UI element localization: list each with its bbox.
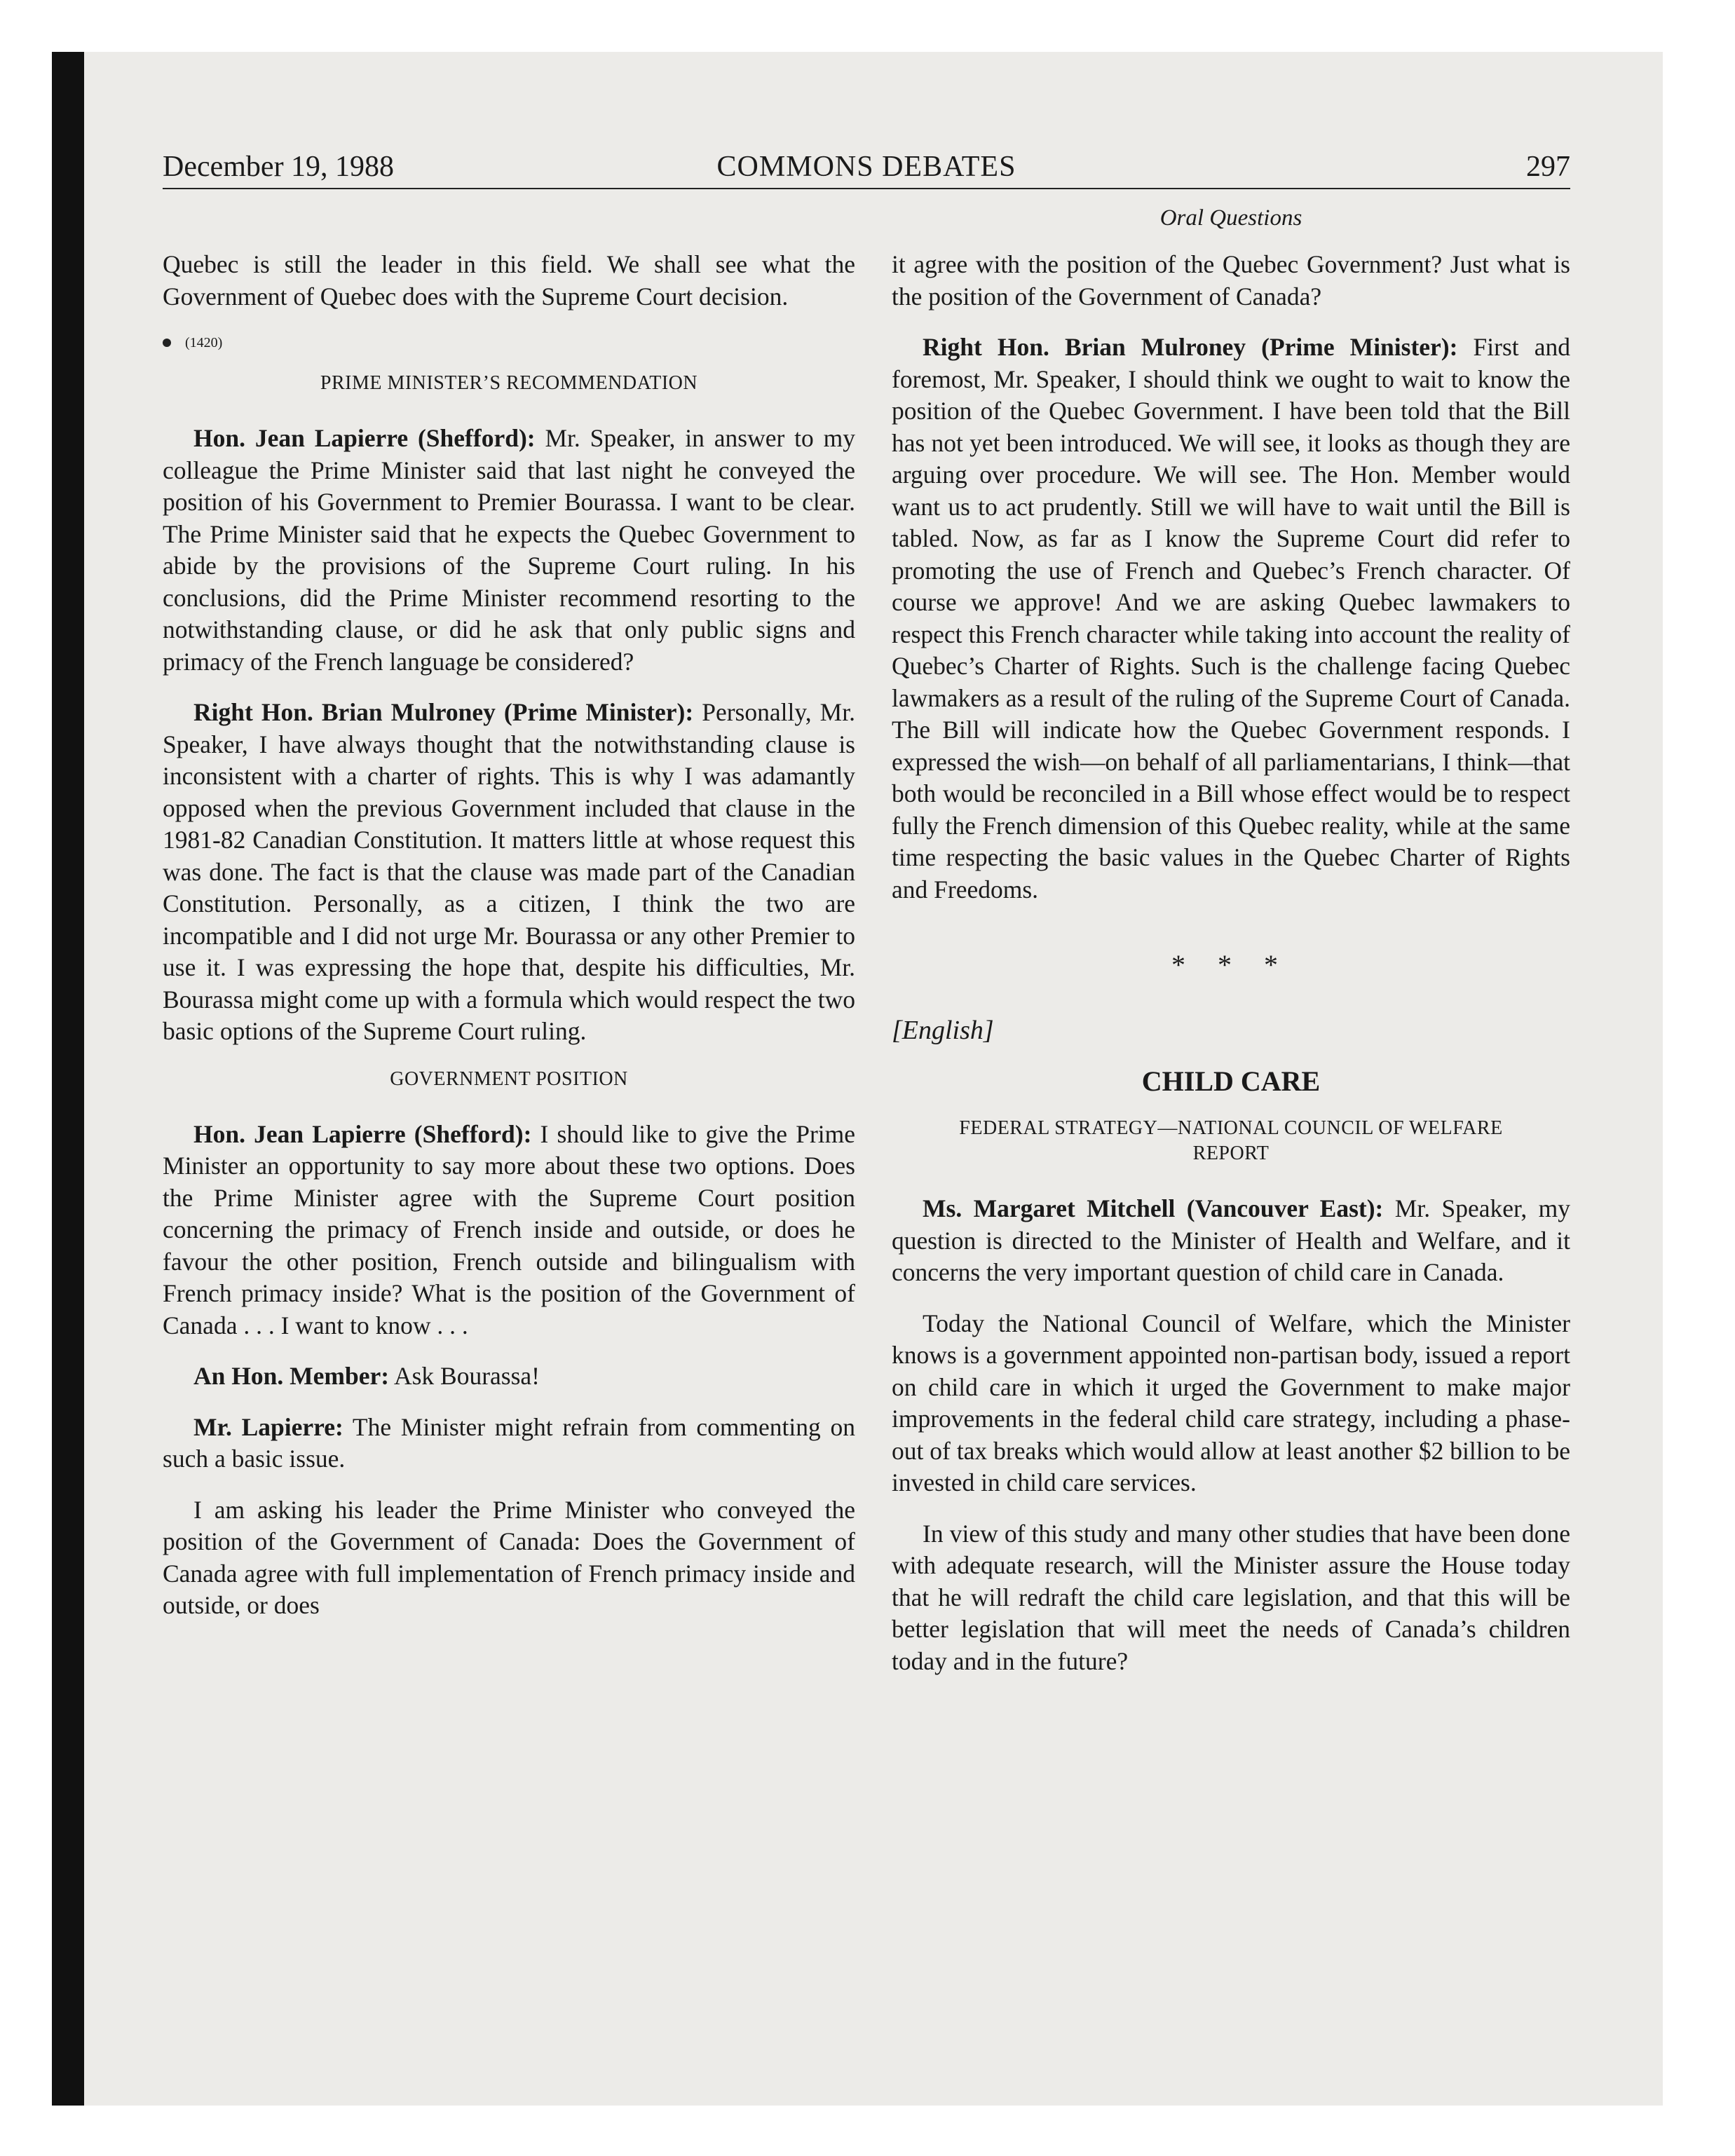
speaker-name: Right Hon. Brian Mulroney (Prime Minister):: [193, 698, 694, 726]
speaker-name: Hon. Jean Lapierre (Shefford):: [193, 1119, 532, 1148]
left-column: [163, 249, 855, 1641]
sub-heading: FEDERAL STRATEGY—NATIONAL COUNCIL OF WELFARE REPORT: [959, 1117, 1503, 1164]
speaker-name: An Hon. Member:: [193, 1362, 390, 1390]
paragraph: Today the National Council of Welfare, which the Minister knows is a government appointed non-partisan body, issued a report on child care in which it urged the Government to make major improvements in the federal child care strategy, including a phase-out of tax breaks which would allow at least another $2 billion to be invested in child care services.: [892, 1309, 1570, 1496]
paragraph: [163, 1360, 855, 1393]
language-tag: [English]: [892, 1016, 994, 1045]
paragraph: In view of this study and many other studies that have been done with adequate research, will the Minister assure the House today that he will redraft the child care legislation, and that this will be better legislation that will meet the needs of Canada’s children today and in the future?: [892, 1519, 1570, 1675]
paragraph: [163, 697, 855, 1048]
scan-binding-edge: [52, 52, 84, 2106]
speaker-name: Hon. Jean Lapierre (Shefford):: [193, 424, 536, 452]
header-title: COMMONS DEBATES: [716, 151, 1016, 183]
running-head: Oral Questions: [1159, 205, 1302, 231]
paragraph: it agree with the position of the Quebec Government? Just what is the position of the Government of Canada?: [892, 250, 1570, 311]
page-header: [163, 147, 1570, 186]
page-number: 297: [1526, 151, 1570, 183]
paragraph: [163, 423, 855, 678]
speech-text: Mr. Speaker, my question is directed to the Minister of Health and Welfare, and it concerns the very important question of child care in Canada.: [892, 1194, 1570, 1286]
section-heading: GOVERNMENT POSITION: [390, 1067, 628, 1090]
speaker-name: Right Hon. Brian Mulroney (Prime Minister):: [923, 333, 1458, 361]
right-column: [892, 249, 1570, 1696]
speech-text: Mr. Speaker, in answer to my colleague the Prime Minister said that last night he conveyed the position of his Government to Premier Bourassa. I want to be clear. The Prime Minister said that he expects the Quebec Government to abide by the provisions of the Supreme Court ruling. In his conclusions, did the Prime Minister recommend resorting to the notwithstanding clause, or did he ask that only public signs and primacy of the French language be considered?: [163, 424, 855, 676]
section-heading: PRIME MINISTER’S RECOMMENDATION: [320, 372, 698, 394]
paragraph: Quebec is still the leader in this field. We shall see what the Government of Quebec does with the Supreme Court decision.: [163, 250, 855, 311]
speech-text: I should like to give the Prime Minister an opportunity to say more about these two options. Does the Prime Minister agree with the Supreme Court position concerning the primacy of French inside and outside, or does he favour the other position, French outside and bilingualism with French primacy inside? What is the position of the Government of Canada . . . I want to know . . .: [163, 1119, 855, 1339]
paragraph: [163, 1412, 855, 1475]
speech-text: Personally, Mr. Speaker, I have always thought that the notwithstanding clause is inconsistent with a charter of rights. This is why I was adamantly opposed when the previous Government included that clause in the 1981-82 Canadian Constitution. It matters little at whose request this was done. The fact is that the clause was made part of the Canadian Constitution. Personally, as a citizen, I think the two are incompatible and I did not urge Mr. Bourassa or any other Premier to use it. I was expressing the hope that, despite his difficulties, Mr. Bourassa might come up with a formula which would respect the two basic options of the Supreme Court ruling.: [163, 698, 855, 1045]
speech-text: First and foremost, Mr. Speaker, I should think we ought to wait to know the position of the Quebec Government. I have been told that the Bill has not yet been introduced. We will see, it looks as though they are arguing over procedure. We will see. The Hon. Member would want us to act prudently. Still we will have to wait until the Bill is tabled. Now, as far as I know the Supreme Court did refer to promoting the use of French and Quebec’s French character. Of course we approve! And we are asking Quebec lawmakers to respect this French character while taking into account the reality of Quebec’s Charter of Rights. Such is the challenge facing Quebec lawmakers as a result of the ruling of the Supreme Court of Canada. The Bill will indicate how the Quebec Government responds. I expressed the wish—on behalf of all parliamentarians, I think—that both would be reconciled in a Bill whose effect would be to respect fully the French dimension of this Quebec reality, while at the same time respecting the basic values in the Quebec Charter of Rights and Freedoms.: [892, 333, 1570, 903]
speech-text: Ask Bourassa!: [389, 1362, 540, 1390]
header-rule: [163, 188, 1570, 189]
paragraph: [163, 1119, 855, 1342]
header-date: December 19, 1988: [163, 151, 395, 183]
timestamp-text: (1420): [185, 335, 223, 350]
main-heading: CHILD CARE: [1141, 1065, 1321, 1097]
paragraph: [892, 1193, 1570, 1289]
speaker-name: Mr. Lapierre:: [193, 1412, 343, 1441]
paragraph: I am asking his leader the Prime Minister who conveyed the position of the Government of Canada: Does the Government of Canada agree with full implementation of French primacy inside and outside, or does: [163, 1495, 855, 1619]
speaker-name: Ms. Margaret Mitchell (Vancouver East):: [923, 1194, 1384, 1222]
speech-text: The Minister might refrain from commenting on such a basic issue.: [163, 1412, 855, 1473]
bullet-icon: [163, 339, 171, 347]
timestamp-marker: [163, 332, 855, 354]
paragraph: [892, 332, 1570, 906]
section-separator: * * *: [1171, 949, 1291, 981]
